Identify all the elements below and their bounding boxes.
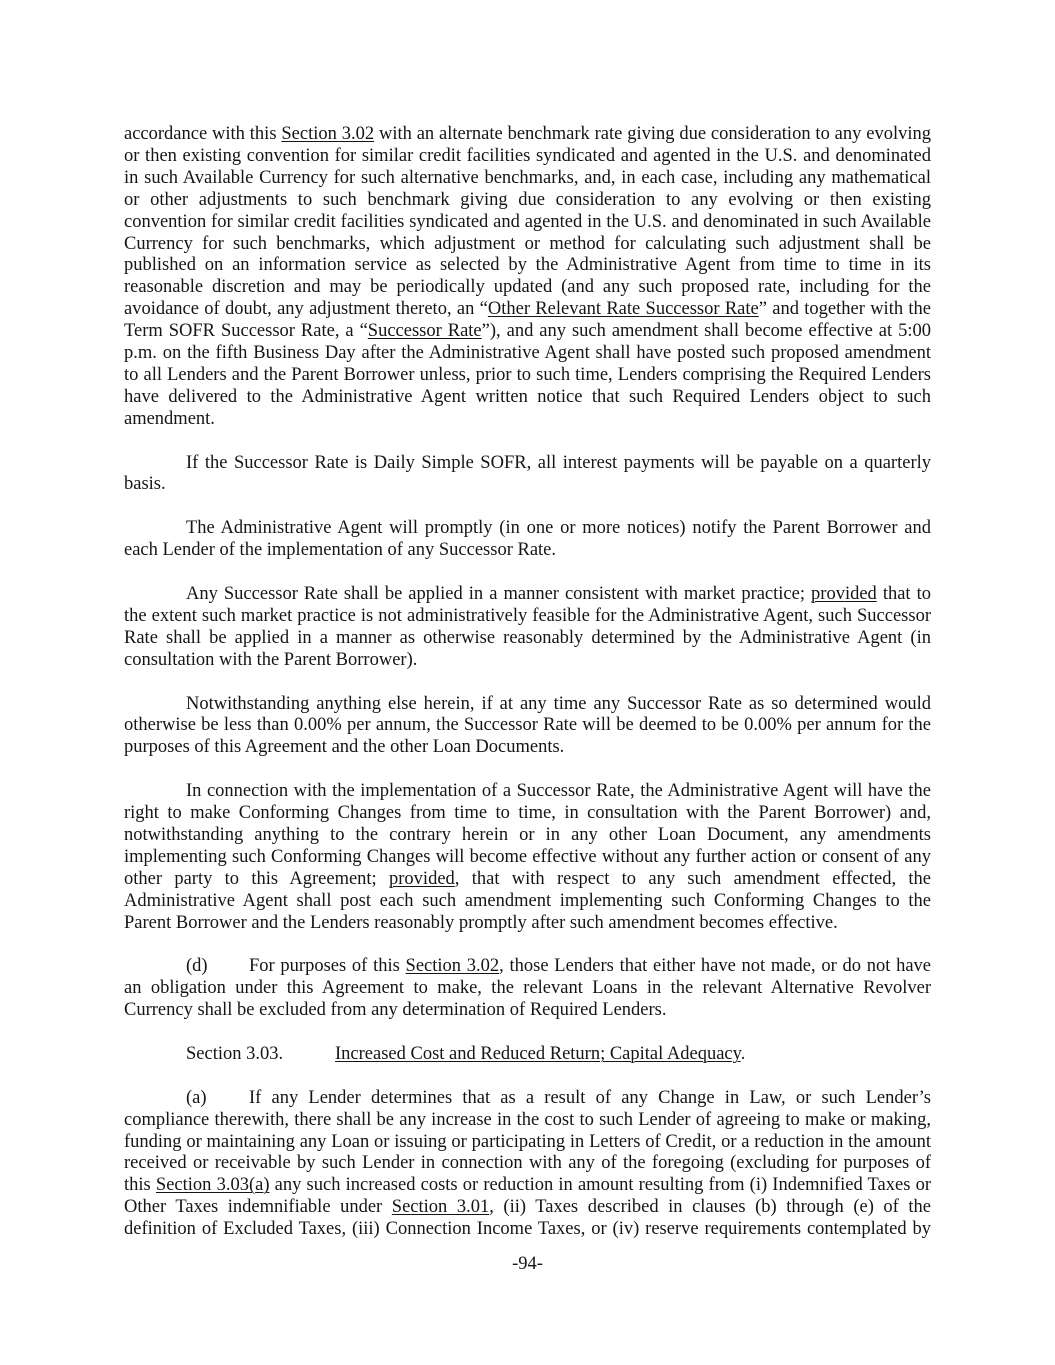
section-number: Section 3.03. bbox=[186, 1043, 284, 1064]
text-run: . bbox=[740, 1043, 746, 1064]
paragraph-successor-rate-application bbox=[124, 584, 931, 672]
text-run: The Administrative Agent will promptly (in one or more notices) notify the Parent Borrower and each Lender of the implementation of any Successor Rate. bbox=[124, 518, 931, 561]
defined-term: Other Relevant Rate Successor Rate bbox=[487, 299, 759, 320]
paragraph-successor-rate-definition bbox=[124, 124, 931, 431]
text-run: Notwithstanding anything else herein, if at any time any Successor Rate as so determined would otherwise be less than 0.00% per annum, the Successor Rate will be deemed to be 0.00% per annum for the purposes of this Agreement and the other Loan Documents. bbox=[124, 693, 931, 758]
text-run: Any Successor Rate shall be applied in a manner consistent with market practice; bbox=[186, 583, 812, 604]
text-run: ”), and any such amendment shall become effective at 5:00 p.m. on the fifth Business Day after the Administrative Agent shall have posted such proposed amendment to all Lenders and the Parent Borrower unless, prior to such time, Lenders comprising the Required Lenders have delivered to the Administrative Agent written notice that such Required Lenders object to such amendment. bbox=[124, 321, 932, 429]
paragraph-clause-d bbox=[124, 956, 931, 1022]
paragraph-daily-simple-sofr bbox=[124, 453, 931, 497]
text-run: , those Lenders that either have not made, or do not have an obligation under this Agreement to make, the relevant Loans in the relevant Alternative Revolver Currency shall be excluded from any determination of Required Lenders. bbox=[124, 956, 931, 1021]
text-run: with an alternate benchmark rate giving due consideration to any evolving or then existing convention for similar credit facilities syndicated and agented in the U.S. and denominated in such Available Currency for such alternative benchmarks, and, in each case, including any mathematical or other adjustments to such benchmark giving due consideration to any evolving or then existing convention for similar credit facilities syndicated and agented in the U.S. and denominated in such Available Currency for such benchmarks, which adjustment or method for calculating such adjustment shall be published on an information service as selected by the Administrative Agent from time to time in its reasonable discretion and may be periodically updated (and any such proposed rate, including for the avoidance of doubt, any adjustment thereto, an “ bbox=[124, 124, 931, 320]
text-run: ” and together with the Term SOFR Successor Rate, a “ bbox=[124, 299, 931, 342]
clause-label: (a) bbox=[186, 1087, 207, 1108]
document-page bbox=[124, 124, 931, 1263]
section-reference: Section 3.02 bbox=[405, 956, 500, 977]
page-number: -94- bbox=[512, 1254, 543, 1274]
paragraph-successor-rate-notice bbox=[124, 518, 931, 562]
text-run: , that with respect to any such amendment effected, the Administrative Agent shall post each such amendment implementing such Conforming Changes to the Parent Borrower and the Lenders reasonably promptly after such amendment becomes effective. bbox=[124, 868, 931, 933]
text-run: accordance with this bbox=[124, 124, 282, 144]
text-run: , (ii) Taxes described in clauses (b) through (e) of the definition of Excluded Taxes, (iii) Connection Income Taxes, or (iv) reserve requirements contemplated by bbox=[124, 1197, 931, 1240]
proviso-term: provided bbox=[811, 583, 877, 604]
proviso-term: provided bbox=[389, 868, 455, 889]
section-reference: Section 3.02 bbox=[281, 124, 375, 144]
paragraph-clause-a bbox=[124, 1088, 931, 1241]
text-run: For purposes of this bbox=[249, 956, 406, 977]
text-run: If any Lender determines that as a result of any Change in Law, or such Lender’s compliance therewith, there shall be any increase in the cost to such Lender of agreeing to make or making, funding or maintaining any Loan or issuing or participating in Letters of Credit, or a reduction in the amount received or receivable by such Lender in connection with any of the foregoing (excluding for purposes of this bbox=[124, 1087, 931, 1196]
clause-label: (d) bbox=[186, 956, 208, 977]
paragraph-conforming-changes bbox=[124, 781, 931, 934]
text-run: If the Successor Rate is Daily Simple SOFR, all interest payments will be payable on a quarterly basis. bbox=[124, 452, 931, 495]
section-reference: Section 3.01 bbox=[391, 1197, 490, 1218]
text-run: that to the extent such market practice is not administratively feasible for the Administrative Agent, such Successor Rate shall be applied in a manner as otherwise reasonably determined by the Administrative Agent (in consultation with the Parent Borrower). bbox=[124, 583, 931, 670]
paragraph-successor-rate-floor bbox=[124, 694, 931, 760]
text-run: In connection with the implementation of a Successor Rate, the Administrative Agent will have the right to make Conforming Changes from time to time, in consultation with the Parent Borrower) and, notwithstanding anything to the contrary herein or in any other Loan Document, any amendments implementing such Conforming Changes will become effective without any further action or consent of any other party to this Agreement; bbox=[124, 781, 931, 889]
section-reference: Section 3.03(a) bbox=[155, 1175, 270, 1196]
section-heading bbox=[124, 1044, 931, 1066]
defined-term: Successor Rate bbox=[367, 321, 482, 342]
text-run: any such increased costs or reduction in amount resulting from (i) Indemnified Taxes or Other Taxes indemnifiable under bbox=[124, 1175, 932, 1218]
section-title: Increased Cost and Reduced Return; Capital Adequacy bbox=[335, 1043, 741, 1064]
